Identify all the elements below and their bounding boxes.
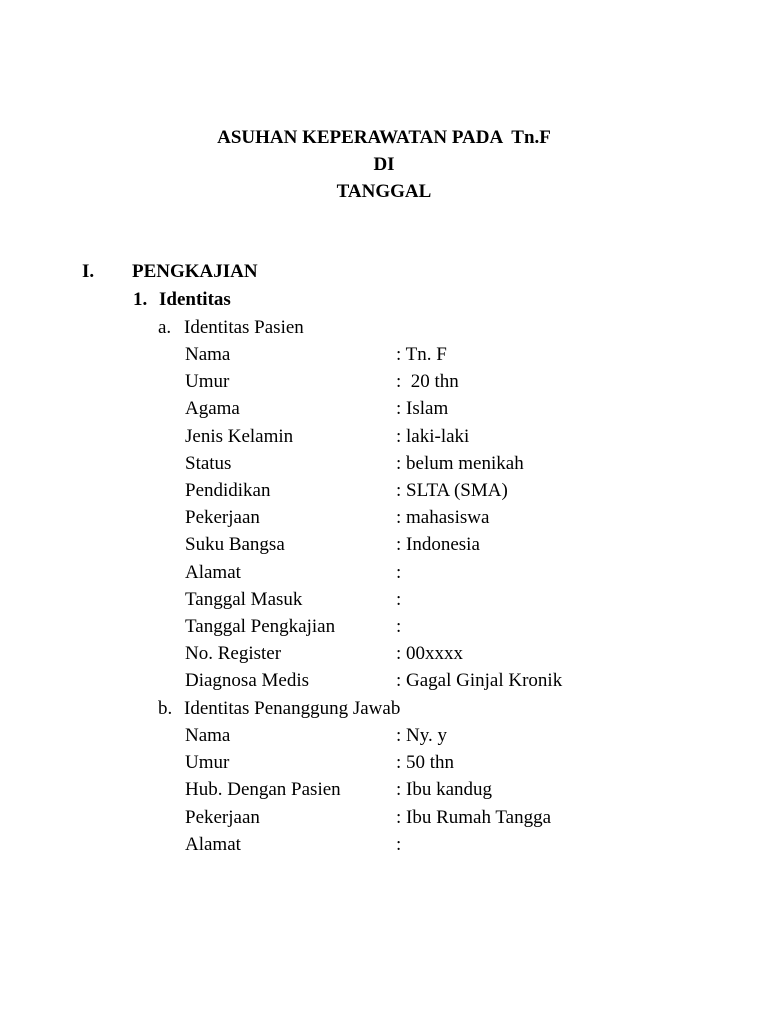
- guardian-identity-heading: [158, 695, 400, 722]
- field-value: : Indonesia: [396, 534, 480, 556]
- field-value: : 50 thn: [396, 752, 455, 774]
- patient-identity-letter: a.: [158, 317, 172, 338]
- field-label: No. Register: [185, 643, 282, 665]
- field-value: :: [396, 615, 402, 637]
- guardian-identity-title: Identitas Penanggung Jawab: [184, 698, 401, 719]
- subsection-number: 1.: [133, 289, 148, 310]
- field-row: [185, 722, 745, 749]
- guardian-identity-letter: b.: [158, 698, 173, 719]
- patient-identity-title: Identitas Pasien: [184, 317, 304, 338]
- patient-identity-heading: [158, 314, 304, 341]
- field-label: Tanggal Masuk: [185, 588, 303, 610]
- section-number: I.: [82, 261, 95, 282]
- field-label: Jenis Kelamin: [185, 425, 294, 447]
- field-row: [185, 477, 745, 504]
- field-row: [185, 368, 745, 395]
- field-value: : Gagal Ginjal Kronik: [396, 670, 563, 692]
- field-value: : Islam: [396, 398, 449, 420]
- field-row: [185, 749, 745, 776]
- field-row: [185, 395, 745, 422]
- subsection-heading: [133, 286, 231, 313]
- field-label: Alamat: [185, 833, 241, 855]
- title-line-2: DI: [373, 154, 395, 175]
- field-value: : SLTA (SMA): [396, 479, 508, 501]
- field-value: : belum menikah: [396, 452, 524, 474]
- field-label: Nama: [185, 344, 231, 365]
- field-row: [185, 776, 745, 803]
- field-label: Pekerjaan: [185, 507, 260, 529]
- field-label: Alamat: [185, 561, 241, 583]
- field-label: Pekerjaan: [185, 806, 260, 828]
- field-value: :: [396, 588, 402, 610]
- field-value: : laki-laki: [396, 425, 470, 447]
- guardian-identity-fields: [185, 722, 745, 858]
- field-value: : 20 thn: [396, 371, 459, 393]
- section-label: PENGKAJIAN: [132, 261, 258, 282]
- patient-identity-fields: [185, 341, 745, 694]
- field-value: : Ibu kandug: [396, 779, 493, 801]
- field-row: [185, 423, 745, 450]
- field-row: [185, 667, 745, 694]
- field-value: : Ibu Rumah Tangga: [396, 806, 552, 828]
- field-row: [185, 531, 745, 558]
- field-row: [185, 804, 745, 831]
- title-line-1: ASUHAN KEPERAWATAN PADA Tn.F: [217, 127, 551, 148]
- field-label: Hub. Dengan Pasien: [185, 779, 341, 801]
- field-label: Umur: [185, 371, 230, 393]
- subsection-label: Identitas: [159, 289, 231, 310]
- field-label: Agama: [185, 398, 240, 420]
- field-value: : 00xxxx: [396, 643, 464, 665]
- section-heading: [82, 258, 258, 285]
- field-row: [185, 504, 745, 531]
- field-value: : Tn. F: [396, 344, 447, 365]
- field-label: Status: [185, 452, 232, 474]
- document-title: [0, 124, 768, 205]
- field-row: [185, 450, 745, 477]
- title-line-3: TANGGAL: [336, 181, 432, 202]
- field-label: Diagnosa Medis: [185, 670, 310, 692]
- field-label: Umur: [185, 752, 230, 774]
- field-value: : Ny. y: [396, 725, 448, 746]
- field-row: [185, 831, 745, 858]
- field-label: Tanggal Pengkajian: [185, 615, 336, 637]
- field-row: [185, 341, 745, 368]
- field-value: :: [396, 833, 402, 855]
- field-row: [185, 640, 745, 667]
- field-label: Nama: [185, 725, 231, 746]
- field-row: [185, 559, 745, 586]
- field-value: :: [396, 561, 402, 583]
- field-row: [185, 586, 745, 613]
- field-value: : mahasiswa: [396, 507, 490, 529]
- field-label: Suku Bangsa: [185, 534, 285, 556]
- field-row: [185, 613, 745, 640]
- field-label: Pendidikan: [185, 479, 271, 501]
